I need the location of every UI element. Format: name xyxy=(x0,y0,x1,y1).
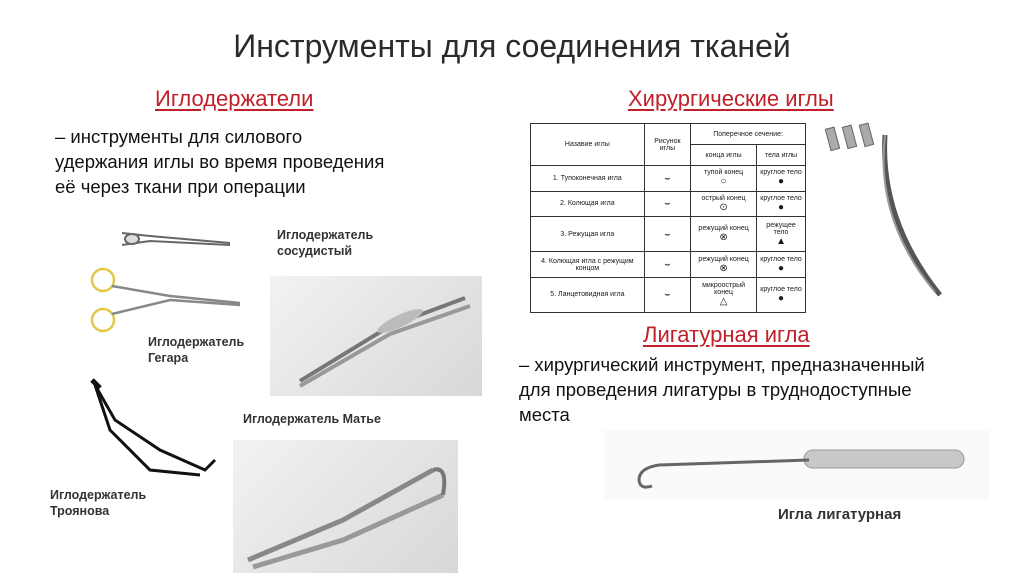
caption-gegar-holder xyxy=(148,334,244,366)
needle-tip: режущий конец ⊗ xyxy=(691,252,757,278)
needle-holders-heading: Иглодержатели xyxy=(155,86,314,111)
caption-line: сосудистый xyxy=(277,244,353,258)
table-row xyxy=(531,166,806,192)
needle-drawing: ⌣ xyxy=(644,252,690,278)
slide-title: Инструменты для соединения тканей xyxy=(233,28,791,64)
needle-name: 4. Колющая игла с режущим концом xyxy=(531,252,645,278)
needle-name: 1. Тупоконечная игла xyxy=(531,166,645,192)
needle-body: режущее тело ▲ xyxy=(757,217,806,252)
definition-line: – хирургический инструмент, предназначенный xyxy=(519,354,925,375)
needle-tip: режущий конец ⊗ xyxy=(691,217,757,252)
caption-line: Иглодержатель xyxy=(277,228,374,242)
caption-mathieu-holder: Иглодержатель Матье xyxy=(243,412,381,426)
needle-tip: микроострый конец △ xyxy=(691,277,757,312)
curved-needle-drawing xyxy=(825,123,940,295)
definition-line: места xyxy=(519,404,570,425)
table-header-row xyxy=(531,124,806,145)
header-tip: конца иглы xyxy=(691,145,757,166)
needle-tip: тупой конец ○ xyxy=(691,166,757,192)
needle-drawing: ⌣ xyxy=(644,277,690,312)
header-section: Поперечное сечение: xyxy=(691,124,806,145)
gegar-needle-holder-drawing xyxy=(92,269,240,331)
caption-troyanov-holder xyxy=(50,487,146,519)
needle-types-table xyxy=(530,123,806,313)
needle-body: круглое тело ● xyxy=(757,277,806,312)
table-row xyxy=(531,277,806,312)
needle-name: 2. Колющая игла xyxy=(531,191,645,217)
needle-drawing: ⌣ xyxy=(644,191,690,217)
definition-line: её через ткани при операции xyxy=(55,176,306,197)
caption-line: Иглодержатель xyxy=(50,488,147,502)
vascular-needle-holder-photo xyxy=(270,276,482,396)
surgical-needles-heading: Хирургические иглы xyxy=(628,86,834,111)
needle-tip: острый конец ⊙ xyxy=(691,191,757,217)
caption-ligature-needle: Игла лигатурная xyxy=(778,506,902,523)
needle-body: круглое тело ● xyxy=(757,252,806,278)
caption-line: Гегара xyxy=(148,351,189,365)
needle-name: 5. Ланцетовидная игла xyxy=(531,277,645,312)
needle-drawing: ⌣ xyxy=(644,217,690,252)
caption-vascular-holder xyxy=(277,227,373,259)
caption-line: Троянова xyxy=(50,504,110,518)
troyanov-needle-holder-drawing xyxy=(92,380,215,475)
definition-line: удержания иглы во время проведения xyxy=(55,151,385,172)
header-drawing: Рисунок иглы xyxy=(644,124,690,166)
caption-line: Иглодержатель xyxy=(148,335,245,349)
needle-holder-small-drawing xyxy=(122,233,230,245)
needle-body: круглое тело ● xyxy=(757,191,806,217)
ligature-needle-definition xyxy=(519,352,1004,427)
ligature-needle-photo xyxy=(604,430,989,500)
table-row xyxy=(531,191,806,217)
needle-drawing: ⌣ xyxy=(644,166,690,192)
needle-name: 3. Режущая игла xyxy=(531,217,645,252)
header-name: Назавие иглы xyxy=(531,124,645,166)
definition-line: – инструменты для силового xyxy=(55,126,303,147)
mathieu-needle-holder-photo xyxy=(233,440,458,573)
ligature-needle-heading: Лигатурная игла xyxy=(643,322,810,347)
header-body: тела иглы xyxy=(757,145,806,166)
definition-line: для проведения лигатуры в труднодоступные xyxy=(519,379,912,400)
table-row xyxy=(531,252,806,278)
table-row xyxy=(531,217,806,252)
needle-body: круглое тело ● xyxy=(757,166,806,192)
